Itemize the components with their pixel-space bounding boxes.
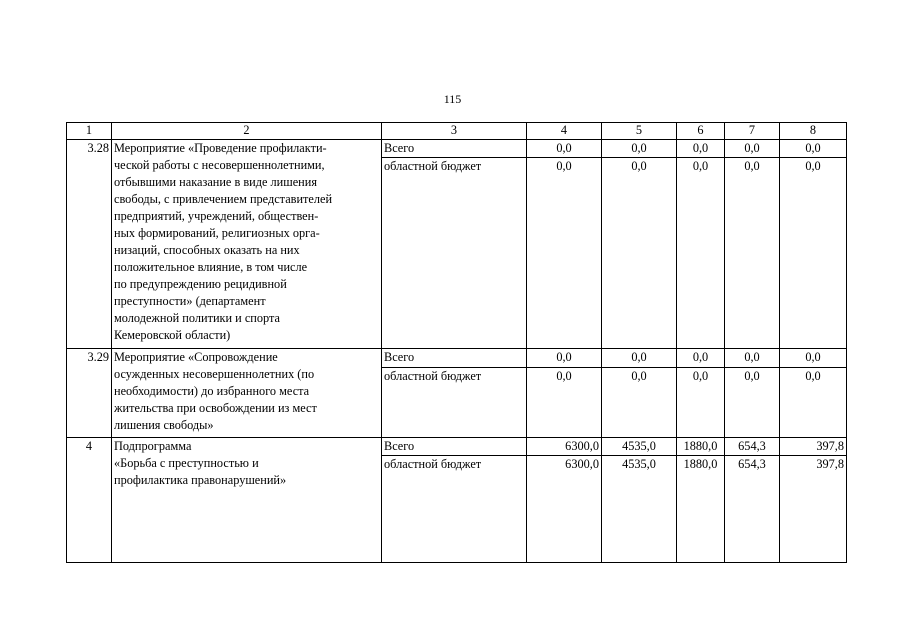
column-header: 3 bbox=[382, 123, 527, 140]
column-header: 2 bbox=[112, 123, 382, 140]
table-row bbox=[67, 349, 847, 368]
value-cell: 1880,0 bbox=[677, 456, 725, 563]
value-cell: 0,0 bbox=[677, 158, 725, 349]
value-cell: 6300,0 bbox=[527, 438, 602, 456]
value-cell: 0,0 bbox=[527, 349, 602, 368]
column-header: 5 bbox=[602, 123, 677, 140]
value-cell: 0,0 bbox=[602, 158, 677, 349]
row-title: Мероприятие «Сопровождение осужденных несовершеннолетних (по необходимости) до избранного места жительства при освобождении из мест лишения свободы» bbox=[112, 349, 382, 438]
column-header: 8 bbox=[780, 123, 847, 140]
value-cell: 1880,0 bbox=[677, 438, 725, 456]
funding-source: областной бюджет bbox=[382, 158, 527, 349]
value-cell: 6300,0 bbox=[527, 456, 602, 563]
row-title: Подпрограмма «Борьба с преступностью и профилактика правонарушений» bbox=[112, 438, 382, 563]
value-cell: 0,0 bbox=[602, 140, 677, 158]
funding-source: Всего bbox=[382, 349, 527, 368]
column-header: 1 bbox=[67, 123, 112, 140]
value-cell: 0,0 bbox=[602, 349, 677, 368]
value-cell: 0,0 bbox=[677, 140, 725, 158]
value-cell: 0,0 bbox=[780, 158, 847, 349]
funding-source: областной бюджет bbox=[382, 456, 527, 563]
table-header-row bbox=[67, 123, 847, 140]
funding-source: Всего bbox=[382, 140, 527, 158]
page-number: 115 bbox=[443, 92, 462, 106]
row-index: 3.29 bbox=[67, 349, 112, 438]
value-cell: 0,0 bbox=[725, 349, 780, 368]
value-cell: 0,0 bbox=[527, 158, 602, 349]
table-row bbox=[67, 140, 847, 158]
value-cell: 0,0 bbox=[677, 368, 725, 438]
funding-source: областной бюджет bbox=[382, 368, 527, 438]
value-cell: 0,0 bbox=[677, 349, 725, 368]
value-cell: 0,0 bbox=[725, 368, 780, 438]
value-cell: 0,0 bbox=[780, 349, 847, 368]
row-title: Мероприятие «Проведение профилакти- ческой работы с несовершеннолетними, отбывшими наказание в виде лишения свободы, с привлечением представителей предприятий, учреждений, обществен- ных формирований, религиозных орга- низаций, способных оказать на них положительное влияние, в том числе по предупреждению рецидивной преступности» (департамент молодежной политики и спорта Кемеровской области) bbox=[112, 140, 382, 349]
column-header: 6 bbox=[677, 123, 725, 140]
table-row bbox=[67, 438, 847, 456]
funding-source: Всего bbox=[382, 438, 527, 456]
value-cell: 0,0 bbox=[725, 140, 780, 158]
value-cell: 0,0 bbox=[780, 368, 847, 438]
value-cell: 4535,0 bbox=[602, 438, 677, 456]
row-index: 4 bbox=[67, 438, 112, 563]
value-cell: 0,0 bbox=[527, 140, 602, 158]
value-cell: 397,8 bbox=[780, 438, 847, 456]
column-header: 7 bbox=[725, 123, 780, 140]
value-cell: 654,3 bbox=[725, 456, 780, 563]
row-index: 3.28 bbox=[67, 140, 112, 349]
value-cell: 397,8 bbox=[780, 456, 847, 563]
value-cell: 0,0 bbox=[602, 368, 677, 438]
budget-table bbox=[66, 122, 847, 563]
value-cell: 654,3 bbox=[725, 438, 780, 456]
value-cell: 0,0 bbox=[725, 158, 780, 349]
value-cell: 0,0 bbox=[527, 368, 602, 438]
value-cell: 4535,0 bbox=[602, 456, 677, 563]
value-cell: 0,0 bbox=[780, 140, 847, 158]
column-header: 4 bbox=[527, 123, 602, 140]
